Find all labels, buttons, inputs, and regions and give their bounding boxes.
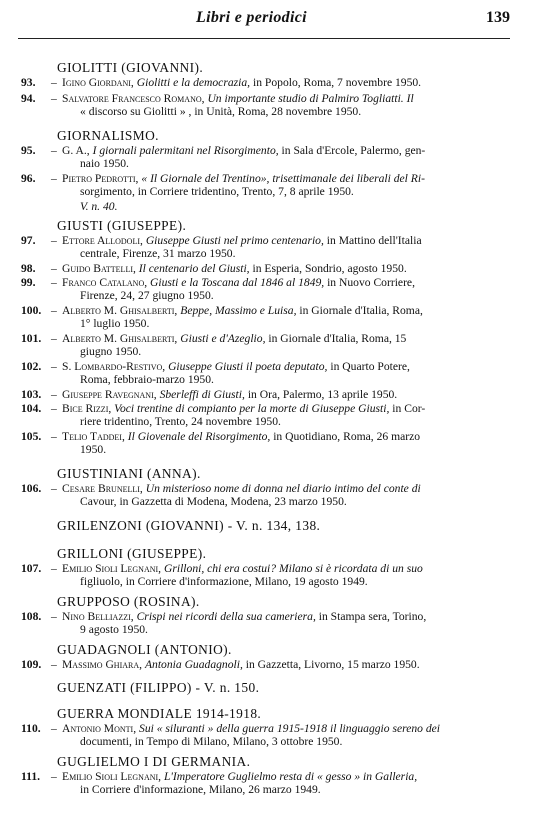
- entry-number: 105.: [21, 430, 42, 443]
- entry-continuation: in Corriere d'informazione, Milano, 26 marzo 1949.: [80, 783, 321, 797]
- entry-number: 106.: [21, 482, 42, 495]
- entry-details: in Giornale d'Italia, Roma, 15: [268, 332, 407, 345]
- entry-continuation: Cavour, in Gazzetta di Modena, Modena, 23 marzo 1950.: [80, 495, 347, 509]
- entry-text: [62, 430, 496, 456]
- entry-continuation: giugno 1950.: [80, 345, 142, 359]
- entry-details: in Gazzetta, Livorno, 15 marzo 1950.: [245, 658, 420, 671]
- entry-continuation: riere tridentino, Trento, 24 novembre 1950.: [80, 415, 281, 429]
- entry-title: Giusti e d'Azeglio,: [180, 332, 266, 345]
- entry-dash: –: [51, 92, 57, 105]
- entry-details: in Giornale d'Italia, Roma,: [299, 304, 423, 317]
- entry-details: in Quotidiano, Roma, 26 marzo: [273, 430, 421, 443]
- section-heading: GRILENZONI (GIOVANNI) - V. n. 134, 138.: [57, 518, 321, 533]
- entry-dash: –: [51, 172, 57, 185]
- entry-number: 100.: [21, 304, 42, 317]
- entry-dash: –: [51, 234, 57, 247]
- entry-title: L'Imperatore Guglielmo resta di « gesso » in Galleria,: [163, 770, 418, 783]
- entry-author: Salvatore Francesco Romano,: [62, 92, 205, 105]
- entry-number: 104.: [21, 402, 42, 415]
- entry-dash: –: [51, 722, 57, 735]
- entry-number: 99.: [21, 276, 36, 289]
- entry-author: Pietro Pedrotti,: [62, 172, 139, 185]
- entry-continuation: sorgimento, in Corriere tridentino, Trento, 7, 8 aprile 1950.: [80, 185, 354, 199]
- entry-author: Guido Battelli,: [62, 262, 136, 275]
- entry-author: Bice Rizzi,: [62, 402, 112, 415]
- section-heading: GUERRA MONDIALE 1914-1918.: [57, 706, 262, 721]
- entry-title: Voci trentine di compianto per la morte di Giuseppe Giusti,: [114, 402, 390, 415]
- entry-text: [62, 402, 496, 428]
- entry-author: Alberto M. Ghisalberti,: [62, 304, 178, 317]
- entry-dash: –: [51, 430, 57, 443]
- page-number: 139: [486, 9, 510, 26]
- entry-author: Nino Belliazzi,: [62, 610, 134, 623]
- entry-dash: –: [51, 658, 57, 671]
- entry-number: 107.: [21, 562, 42, 575]
- entry-text: [62, 76, 496, 89]
- entry-text: [62, 770, 496, 796]
- entry-text: [62, 722, 496, 748]
- entry-number: 108.: [21, 610, 42, 623]
- section-heading: GIORNALISMO.: [57, 128, 159, 143]
- entry-continuation: figliuolo, in Corriere d'informazione, Milano, 19 agosto 1949.: [80, 575, 368, 589]
- entry-title: Antonia Guadagnoli,: [144, 658, 243, 671]
- section-heading: GUENZATI (FILIPPO) - V. n. 150.: [57, 680, 260, 695]
- entry-details: in Esperia, Sondrio, agosto 1950.: [252, 262, 407, 275]
- section-heading: GUGLIELMO I DI GERMANIA.: [57, 754, 251, 769]
- entry-title: Giuseppe Giusti nel primo centenario,: [145, 234, 324, 247]
- section-heading: GRILLONI (GIUSEPPE).: [57, 546, 207, 561]
- entry-dash: –: [51, 332, 57, 345]
- entry-continuation: centrale, Firenze, 31 marzo 1950.: [80, 247, 236, 261]
- entry-continuation: 1950.: [80, 443, 107, 457]
- entry-dash: –: [51, 360, 57, 373]
- entry-continuation: documenti, in Tempo di Milano, Milano, 3 ottobre 1950.: [80, 735, 343, 749]
- entry-details: in Ora, Palermo, 13 aprile 1950.: [247, 388, 398, 401]
- entry-text: [62, 482, 496, 508]
- entry-number: 96.: [21, 172, 36, 185]
- entry-continuation: 9 agosto 1950.: [80, 623, 148, 637]
- entry-dash: –: [51, 304, 57, 317]
- entry-details: in Sala d'Ercole, Palermo, gen-: [281, 144, 426, 157]
- entry-title: Giolitti e la democrazia,: [136, 76, 251, 89]
- running-title: Libri e periodici: [196, 9, 307, 26]
- entry-continuation: naio 1950.: [80, 157, 129, 171]
- entry-text: [62, 610, 496, 636]
- entry-details: in Popolo, Roma, 7 novembre 1950.: [252, 76, 422, 89]
- entry-title: Giuseppe Giusti il poeta deputato,: [168, 360, 328, 373]
- entry-title: Sberleffi di Giusti,: [159, 388, 245, 401]
- entry-text: [62, 234, 496, 260]
- entry-number: 103.: [21, 388, 42, 401]
- entry-author: Antonio Monti,: [62, 722, 137, 735]
- section-heading: GUADAGNOLI (ANTONIO).: [57, 642, 232, 657]
- entry-continuation: Firenze, 24, 27 giugno 1950.: [80, 289, 214, 303]
- entry-number: 110.: [21, 722, 41, 735]
- entry-author: Telio Taddei,: [62, 430, 125, 443]
- entry-number: 109.: [21, 658, 42, 671]
- entry-text: [62, 360, 496, 386]
- entry-author: Cesare Brunelli,: [62, 482, 143, 495]
- entry-author: G. A.,: [62, 144, 90, 157]
- entry-number: 101.: [21, 332, 42, 345]
- entry-details: in Cor-: [392, 402, 426, 415]
- entry-author: Igino Giordani,: [62, 76, 134, 89]
- section-heading: GRUPPOSO (ROSINA).: [57, 594, 200, 609]
- entry-text: [62, 332, 496, 358]
- entry-text: [62, 304, 496, 330]
- running-head: [0, 0, 550, 40]
- entry-details: in Stampa sera, Torino,: [318, 610, 427, 623]
- entry-title: Sui « siluranti » della guerra 1915-1918 il linguaggio sereno dei: [139, 722, 441, 735]
- entry-title: Un misterioso nome di donna nel diario intimo del conte di: [145, 482, 421, 495]
- entry-dash: –: [51, 388, 57, 401]
- entry-text: [62, 562, 496, 588]
- entry-dash: –: [51, 144, 57, 157]
- entry-number: 97.: [21, 234, 36, 247]
- entry-dash: –: [51, 402, 57, 415]
- entry-title: Un importante studio di Palmiro Togliatti. Il: [207, 92, 414, 105]
- entry-number: 102.: [21, 360, 42, 373]
- entry-author: Emilio Sioli Legnani,: [62, 770, 162, 783]
- entry-number: 94.: [21, 92, 36, 105]
- entry-author: Franco Catalano,: [62, 276, 148, 289]
- entry-author: Ettore Allodoli,: [62, 234, 143, 247]
- entry-dash: –: [51, 276, 57, 289]
- entry-dash: –: [51, 76, 57, 89]
- entry-details: in Nuovo Corriere,: [327, 276, 415, 289]
- header-rule: [18, 38, 510, 39]
- entry-continuation: 1° luglio 1950.: [80, 317, 150, 331]
- entry-dash: –: [51, 770, 57, 783]
- section-heading: GIOLITTI (GIOVANNI).: [57, 60, 204, 75]
- entry-number: 93.: [21, 76, 36, 89]
- entry-title: I giornali palermitani nel Risorgimento,: [92, 144, 279, 157]
- entry-number: 95.: [21, 144, 36, 157]
- entry-author: Alberto M. Ghisalberti,: [62, 332, 178, 345]
- entry-continuation: « discorso su Giolitti » , in Unità, Roma, 28 novembre 1950.: [80, 105, 362, 119]
- entry-author: Massimo Ghiara,: [62, 658, 143, 671]
- entry-title: Il Giovenale del Risorgimento,: [127, 430, 271, 443]
- see-also-reference: V. n. 40.: [80, 200, 118, 213]
- entry-title: Giusti e la Toscana dal 1846 al 1849,: [150, 276, 325, 289]
- entry-details: in Quarto Potere,: [330, 360, 410, 373]
- entry-dash: –: [51, 262, 57, 275]
- entry-details: in Mattino dell'Italia: [326, 234, 422, 247]
- entry-title: Il centenario del Giusti,: [138, 262, 250, 275]
- entry-text: [62, 388, 496, 401]
- entry-number: 98.: [21, 262, 36, 275]
- entry-text: [62, 262, 496, 275]
- entry-continuation: Roma, febbraio-marzo 1950.: [80, 373, 214, 387]
- section-heading: GIUSTI (GIUSEPPE).: [57, 218, 187, 233]
- entry-text: [62, 658, 496, 671]
- entry-text: [62, 276, 496, 302]
- entry-dash: –: [51, 610, 57, 623]
- entry-text: [62, 144, 496, 170]
- entry-title: Crispi nei ricordi della sua cameriera,: [136, 610, 316, 623]
- entry-author: Emilio Sioli Legnani,: [62, 562, 162, 575]
- entry-dash: –: [51, 562, 57, 575]
- section-heading: GIUSTINIANI (ANNA).: [57, 466, 201, 481]
- entry-text: [62, 172, 496, 198]
- entry-text: [62, 92, 496, 118]
- entry-number: 111.: [21, 770, 41, 783]
- entry-author: Giuseppe Ravegnani,: [62, 388, 157, 401]
- entry-dash: –: [51, 482, 57, 495]
- entry-title: Beppe, Massimo e Luisa,: [180, 304, 297, 317]
- entry-title: « Il Giornale del Trentino», trisettimanale dei liberali del Ri-: [141, 172, 425, 185]
- entry-title: Grilloni, chi era costui? Milano si è ricordata di un suo: [163, 562, 423, 575]
- entry-author: S. Lombardo-Restivo,: [62, 360, 166, 373]
